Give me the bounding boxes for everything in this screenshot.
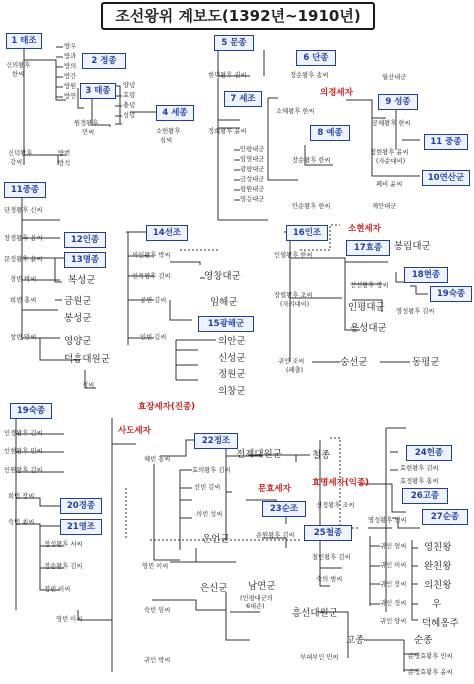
child-label: 영친왕	[424, 542, 452, 553]
king-box-jungjong: 11 중종	[424, 134, 468, 150]
consort-label: 선빈 김씨	[194, 484, 221, 491]
child-label: 평원대군	[240, 186, 265, 193]
consort-label: 장순왕후 한씨	[292, 157, 331, 164]
child-label: 제안대군	[372, 203, 397, 210]
king-box-sukjong-2: 19숙종	[10, 403, 52, 419]
king-box-sunjo: 23순조	[262, 501, 306, 517]
child-label: 용성대군	[350, 323, 387, 334]
consort-label: 의빈 성씨	[196, 511, 223, 518]
consort-label: 신정왕후 조씨	[316, 502, 355, 509]
king-box-jungjong-2: 11중종	[4, 182, 46, 198]
consort-label: (폐출)	[286, 367, 304, 374]
king-box-hyeonjong: 18현종	[404, 267, 448, 283]
consort-label: 숙빈 최씨	[8, 519, 35, 526]
consort-label: 귀인 엄씨	[380, 543, 407, 550]
consort-label: 귀인 정씨	[380, 600, 407, 607]
king-box-seongjong: 9 성종	[378, 94, 418, 110]
child-label: 효령	[123, 92, 136, 99]
child-label: 의친왕	[424, 580, 452, 591]
child-label: 의안군	[218, 336, 246, 347]
child-label: 성녕	[123, 112, 136, 119]
child-label: 방과	[64, 53, 77, 60]
consort-label: 인열왕후 한씨	[274, 252, 313, 259]
child-label: 덕혜옹주	[422, 618, 459, 629]
consort-label: 폐비 윤씨	[376, 181, 403, 188]
king-box-sejo: 7 세조	[224, 91, 262, 107]
crown-prince-label: 효명세자(익종)	[312, 478, 370, 488]
child-label: 봉림대군	[394, 241, 431, 252]
king-box-gyeongjong: 20경종	[60, 498, 102, 514]
consort-label: 안순왕후 한씨	[292, 203, 331, 210]
crown-prince-label: 효장세자(진종)	[138, 402, 196, 412]
child-label: 순종	[414, 635, 433, 646]
king-box-myeongjong: 13명종	[64, 252, 106, 268]
consort-label: 단경왕후 신씨	[4, 207, 43, 214]
child-label: 은신군	[200, 583, 228, 594]
child-label: 안평대군	[240, 146, 265, 153]
consort-label: 정순왕후 송씨	[290, 72, 329, 79]
child-label: 방간	[64, 73, 77, 80]
crown-prince-label: 소현세자	[348, 224, 381, 234]
consort-label: 효정왕후 홍씨	[400, 478, 439, 485]
king-box-yeongjo: 21영조	[60, 519, 102, 535]
consort-label: 장경왕후 윤씨	[4, 235, 43, 242]
child-label: 숭선군	[340, 357, 368, 368]
consort-label: 공혜왕후 한씨	[372, 120, 411, 127]
king-box-gwanghaegun: 15광해군	[198, 316, 254, 332]
child-label: 인평대군	[348, 302, 385, 313]
consort-label: 원경왕후	[74, 120, 99, 127]
child-label: 전계대원군	[236, 449, 282, 460]
child-label: 월산대군	[382, 74, 407, 81]
consort-label: 영빈 이씨	[142, 563, 169, 570]
note-label: 6대손)	[246, 603, 265, 610]
consort-label: (자의대비)	[280, 301, 310, 308]
king-box-sunjong: 27순종	[422, 509, 468, 525]
consort-label: 소혜왕후 한씨	[276, 108, 315, 115]
consort-label: 장렬왕후 조씨	[274, 292, 313, 299]
consort-label: 명성왕후 김씨	[396, 308, 435, 315]
child-label: 금성대군	[240, 176, 265, 183]
consort-label: 인목왕후 김씨	[132, 273, 171, 280]
child-label: 광평대군	[240, 166, 265, 173]
consort-label: 현덕왕후 권씨	[208, 72, 247, 79]
king-box-sukjong: 19숙종	[430, 286, 472, 302]
consort-label: 혜빈 홍씨	[144, 456, 171, 463]
consort-label: 귀인 조씨	[278, 358, 305, 365]
king-box-yeonsangun: 10연산군	[422, 170, 470, 186]
child-label: 봉성군	[64, 313, 92, 324]
consort-label: 귀인 양씨	[380, 618, 407, 625]
king-box-cheoljong: 25철종	[304, 525, 352, 541]
consort-label: 영빈 이씨	[56, 616, 83, 623]
consort-label: 숙의 범씨	[316, 576, 343, 583]
consort-label: 강씨	[10, 159, 23, 166]
child-label: 남연군	[248, 581, 276, 592]
consort-label: 인경왕후 김씨	[4, 430, 43, 437]
consort-label: 심씨	[160, 137, 173, 144]
king-box-taejo: 1 태조	[6, 33, 42, 49]
consort-label: 귀인 이씨	[380, 562, 407, 569]
child-label: 우	[432, 599, 442, 610]
consort-label: 인빈 김씨	[140, 334, 167, 341]
child-label: 복성군	[68, 275, 96, 286]
consort-label: 인현왕후 민씨	[4, 448, 43, 455]
crown-prince-label: 사도세자	[118, 426, 151, 436]
king-box-taejong: 3 태종	[80, 83, 116, 99]
child-label: 방석	[58, 160, 71, 167]
consort-label: 철인왕후 김씨	[312, 554, 351, 561]
child-label: 방우	[64, 43, 77, 50]
consort-label: 귀인 장씨	[380, 581, 407, 588]
child-label: 양녕	[123, 82, 136, 89]
consort-label: 효의왕후 김씨	[192, 467, 231, 474]
child-label: 동평군	[412, 357, 440, 368]
consort-label: 정빈 이씨	[44, 586, 71, 593]
king-box-jeongjong: 2 정종	[82, 53, 126, 69]
consort-label: 순정효황후 윤씨	[408, 669, 453, 676]
king-box-hyojong: 17효종	[346, 240, 390, 256]
consort-label: 정순왕후 김씨	[44, 563, 83, 570]
consort-label: 정현왕후 윤씨	[370, 149, 409, 156]
king-box-gojong: 26고종	[402, 488, 448, 504]
child-label: 금원군	[64, 296, 92, 307]
consort-label: 경빈 박씨	[10, 276, 37, 283]
child-label: 영양군	[64, 336, 92, 347]
crown-prince-label: 의경세자	[320, 88, 353, 98]
note-label: (인평대군의	[240, 595, 273, 602]
consort-label: 문정왕후 윤씨	[4, 256, 43, 263]
consort-label: 효현왕후 김씨	[400, 465, 439, 472]
consort-label: 공빈 김씨	[140, 297, 167, 304]
king-box-injong: 12인종	[64, 232, 106, 248]
page-title: 조선왕위 계보도(1392년~1910년)	[101, 2, 375, 30]
consort-label: 희빈 홍씨	[10, 297, 37, 304]
child-label: 임영대군	[240, 156, 265, 163]
consort-label: 명성황후 민씨	[368, 517, 407, 524]
consort-label: 의인왕후 박씨	[132, 252, 171, 259]
crown-prince-label: 문효세자	[258, 484, 291, 494]
king-box-yejong: 8 예종	[310, 125, 350, 141]
king-box-sejong: 4 세종	[156, 105, 194, 121]
consort-label: 정성왕후 서씨	[44, 541, 83, 548]
king-box-danjong: 6 단종	[296, 50, 336, 66]
consort-label: 인선왕후 장씨	[350, 282, 389, 289]
child-label: 의창군	[218, 386, 246, 397]
king-box-heonjong: 24헌종	[406, 445, 452, 461]
king-box-seonjo: 14선조	[146, 225, 188, 241]
consort-label: 귀인 박씨	[144, 657, 171, 664]
child-label: 임해군	[210, 297, 238, 308]
consort-label: 순명효황후 민씨	[408, 653, 453, 660]
child-label: 충녕	[123, 102, 136, 109]
child-label: 영응대군	[240, 196, 265, 203]
consort-label: 희빈 장씨	[8, 493, 35, 500]
consort-label: 정희왕후 윤씨	[208, 128, 247, 135]
child-label: 흥선대원군	[292, 608, 338, 619]
child-label: 정원군	[218, 369, 246, 380]
consort-label: 신덕왕후	[8, 150, 33, 157]
consort-label: 인원왕후 김씨	[4, 467, 43, 474]
child-label: 방원	[64, 83, 77, 90]
king-box-injo: 16인조	[286, 225, 328, 241]
consort-label: 창빈 안씨	[10, 334, 37, 341]
consort-label: 부대부인 민씨	[300, 654, 339, 661]
consort-label: 정씨	[82, 382, 95, 389]
child-label: 고종	[346, 635, 365, 646]
consort-label: 민씨	[82, 129, 95, 136]
consort-label: 신의왕후	[6, 62, 31, 69]
consort-label: 숙빈 임씨	[144, 607, 171, 614]
consort-label: 순원왕후 김씨	[256, 532, 295, 539]
child-label: 방의	[64, 63, 77, 70]
king-box-munjong: 5 문종	[214, 35, 254, 51]
king-box-jeongjo: 22정조	[194, 433, 238, 449]
child-label: 은언군	[202, 534, 230, 545]
consort-label: (자순대비)	[376, 158, 406, 165]
child-label: 영창대군	[204, 271, 241, 282]
child-label: 신성군	[218, 353, 246, 364]
child-label: 완친왕	[424, 561, 452, 572]
child-label: 방연	[64, 93, 77, 100]
child-label: 덕흥대원군	[64, 354, 110, 365]
child-label: 방번	[58, 150, 71, 157]
consort-label: 소헌왕후	[156, 128, 181, 135]
child-label: 철종	[312, 450, 331, 461]
consort-label: 한씨	[12, 71, 25, 78]
